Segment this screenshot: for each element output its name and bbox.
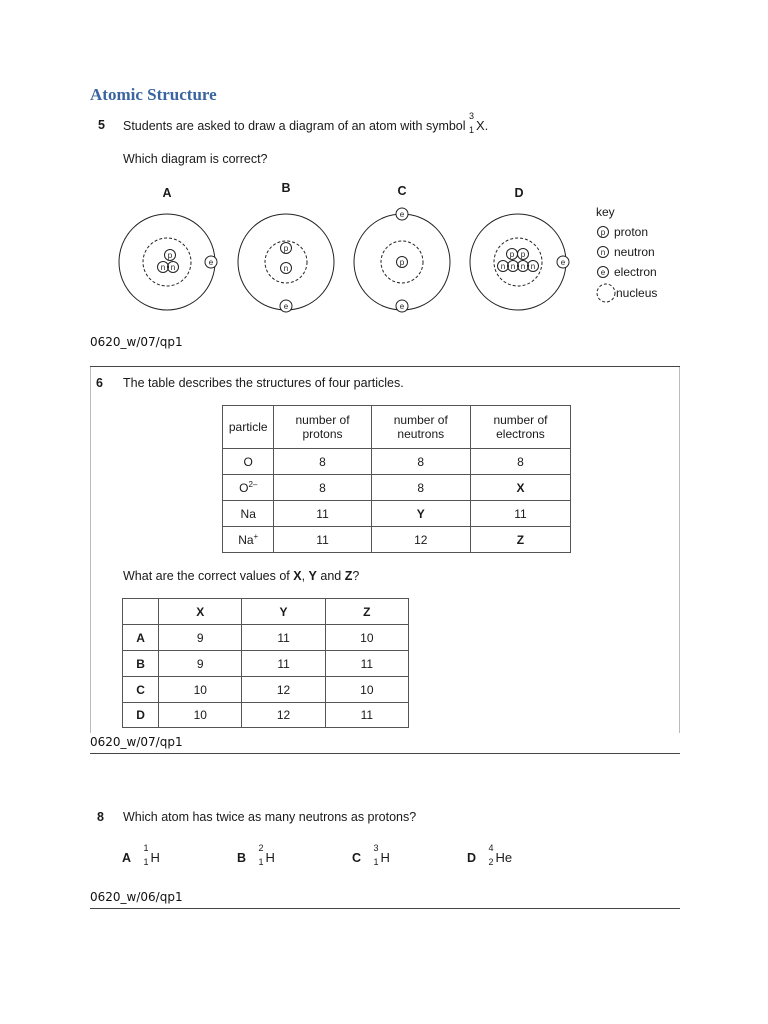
x-value: 9 bbox=[159, 651, 242, 677]
protons-cell: 11 bbox=[274, 501, 371, 527]
key-label-nucleus: nucleus bbox=[616, 286, 658, 300]
z-value: 10 bbox=[325, 677, 408, 703]
z-value: 11 bbox=[325, 651, 408, 677]
y-value: 12 bbox=[242, 703, 325, 728]
table-row bbox=[223, 501, 571, 527]
q6-prompt-y: Y bbox=[308, 569, 317, 583]
svg-text:e: e bbox=[560, 258, 566, 267]
key-item-nucleus bbox=[596, 282, 657, 304]
q5-option-a: A bbox=[162, 186, 172, 200]
q8-source: 0620_w/06/qp1 bbox=[90, 890, 183, 904]
protons-cell: 8 bbox=[274, 475, 371, 501]
page-heading: Atomic Structure bbox=[90, 85, 217, 104]
svg-text:n: n bbox=[530, 262, 536, 271]
y-value: 12 bbox=[242, 677, 325, 703]
y-value: 11 bbox=[242, 651, 325, 677]
q6-number: 6 bbox=[96, 376, 103, 390]
q5-text-after: . bbox=[484, 119, 489, 133]
q5-text bbox=[123, 111, 489, 135]
svg-text:e: e bbox=[208, 258, 214, 267]
key-item-proton bbox=[596, 222, 657, 242]
svg-text:n: n bbox=[160, 263, 166, 272]
header-z: Z bbox=[325, 599, 408, 625]
q6-prompt-x: X bbox=[293, 569, 302, 583]
q6-prompt: What are the correct values of X, Y and Z? bbox=[123, 569, 360, 583]
q8-bottom-rule bbox=[90, 908, 680, 909]
svg-text:n: n bbox=[600, 248, 606, 257]
electrons-cell: X bbox=[470, 475, 570, 501]
q6-top-rule bbox=[90, 366, 680, 367]
table-row bbox=[223, 449, 571, 475]
header-x: X bbox=[159, 599, 242, 625]
q5-option-d: D bbox=[514, 186, 524, 200]
q8-option-a: A 1 1 H bbox=[122, 843, 160, 867]
key-label-neutron: neutron bbox=[614, 245, 655, 259]
q5-symbol-mass: 3 bbox=[469, 111, 475, 121]
q6-left-rule bbox=[90, 367, 91, 733]
q8-number: 8 bbox=[97, 810, 104, 824]
svg-text:p: p bbox=[520, 250, 526, 259]
x-value: 10 bbox=[159, 677, 242, 703]
neutrons-cell: Y bbox=[371, 501, 470, 527]
y-value: 11 bbox=[242, 625, 325, 651]
svg-text:p: p bbox=[283, 244, 289, 253]
q6-right-rule bbox=[679, 367, 680, 733]
q8-symbol-c: 3 1 H bbox=[373, 843, 390, 867]
atom-diagrams bbox=[110, 198, 590, 320]
particle-cell: Na bbox=[223, 501, 274, 527]
answer-table bbox=[122, 598, 409, 728]
key-item-electron bbox=[596, 262, 657, 282]
header-particle: particle bbox=[223, 406, 274, 449]
particle-cell: $O^{2-}$ bbox=[223, 475, 274, 501]
q8-option-b: B 2 1 H bbox=[237, 843, 275, 867]
key-title: key bbox=[596, 205, 615, 219]
z-value: 10 bbox=[325, 625, 408, 651]
neutrons-cell: 8 bbox=[371, 475, 470, 501]
particle-cell: O bbox=[223, 449, 274, 475]
option-letter: A bbox=[123, 625, 159, 651]
particle-cell: Na+ bbox=[223, 527, 274, 553]
svg-text:e: e bbox=[283, 302, 289, 311]
q5-option-b: B bbox=[281, 181, 291, 195]
svg-text:n: n bbox=[170, 263, 176, 272]
q5-text-before: Students are asked to draw a diagram of an atom with symbol bbox=[123, 119, 466, 133]
q8-symbol-a: 1 1 H bbox=[143, 843, 160, 867]
q8-symbol-d: 4 2 He bbox=[488, 843, 513, 867]
q5-symbol bbox=[469, 111, 485, 135]
answer-table-header bbox=[123, 599, 409, 625]
atom-diagram-b bbox=[238, 214, 334, 312]
electrons-cell: Z bbox=[470, 527, 570, 553]
particle-table-header bbox=[223, 406, 571, 449]
z-value: 11 bbox=[325, 703, 408, 728]
table-row bbox=[123, 703, 409, 728]
option-letter: D bbox=[123, 703, 159, 728]
electrons-cell: 8 bbox=[470, 449, 570, 475]
key-label-proton: proton bbox=[614, 225, 649, 239]
svg-text:p: p bbox=[167, 251, 173, 260]
svg-text:p: p bbox=[600, 228, 606, 237]
q5-source: 0620_w/07/qp1 bbox=[90, 335, 183, 349]
q6-bottom-rule bbox=[90, 753, 680, 754]
svg-text:n: n bbox=[520, 262, 526, 271]
key-list bbox=[596, 222, 657, 304]
x-value: 9 bbox=[159, 625, 242, 651]
table-row bbox=[123, 625, 409, 651]
q5-symbol-atomic: 1 bbox=[469, 125, 475, 135]
svg-text:e: e bbox=[399, 210, 405, 219]
svg-text:e: e bbox=[399, 302, 405, 311]
q6-source: 0620_w/07/qp1 bbox=[90, 735, 183, 749]
table-row bbox=[223, 527, 571, 553]
particle-table bbox=[222, 405, 571, 553]
svg-text:n: n bbox=[500, 262, 506, 271]
key-item-neutron bbox=[596, 242, 657, 262]
protons-cell: 11 bbox=[274, 527, 371, 553]
q8-symbol-b: 2 1 H bbox=[258, 843, 275, 867]
header-empty bbox=[123, 599, 159, 625]
table-row bbox=[223, 475, 571, 501]
table-row bbox=[123, 677, 409, 703]
q8-option-c: C 3 1 H bbox=[352, 843, 390, 867]
nucleus-icon bbox=[596, 283, 616, 303]
svg-text:e: e bbox=[600, 268, 606, 277]
header-electrons: number of electrons bbox=[470, 406, 570, 449]
q6-prompt-z: Z bbox=[344, 569, 353, 583]
svg-text:p: p bbox=[509, 250, 515, 259]
neutron-icon bbox=[596, 245, 610, 259]
header-protons: number of protons bbox=[274, 406, 371, 449]
q6-text: The table describes the structures of four particles. bbox=[123, 376, 404, 390]
neutrons-cell: 8 bbox=[371, 449, 470, 475]
electrons-cell: 11 bbox=[470, 501, 570, 527]
key-label-electron: electron bbox=[614, 265, 657, 279]
proton-icon bbox=[596, 225, 610, 239]
protons-cell: 8 bbox=[274, 449, 371, 475]
q5-prompt: Which diagram is correct? bbox=[123, 152, 268, 166]
header-neutrons: number of neutrons bbox=[371, 406, 470, 449]
header-y: Y bbox=[242, 599, 325, 625]
svg-text:n: n bbox=[510, 262, 516, 271]
option-letter: B bbox=[123, 651, 159, 677]
option-letter: C bbox=[123, 677, 159, 703]
atom-diagram-d bbox=[470, 214, 569, 310]
electron-icon bbox=[596, 265, 610, 279]
q5-number: 5 bbox=[98, 118, 105, 132]
q8-text: Which atom has twice as many neutrons as protons? bbox=[123, 810, 417, 824]
q5-symbol-letter: X bbox=[476, 118, 485, 133]
neutrons-cell: 12 bbox=[371, 527, 470, 553]
svg-text:p: p bbox=[399, 258, 405, 267]
table-row bbox=[123, 651, 409, 677]
x-value: 10 bbox=[159, 703, 242, 728]
svg-text:n: n bbox=[283, 264, 289, 273]
atom-diagram-a bbox=[119, 214, 217, 310]
q8-option-d: D 4 2 He bbox=[467, 843, 513, 867]
q5-option-c: C bbox=[397, 184, 407, 198]
